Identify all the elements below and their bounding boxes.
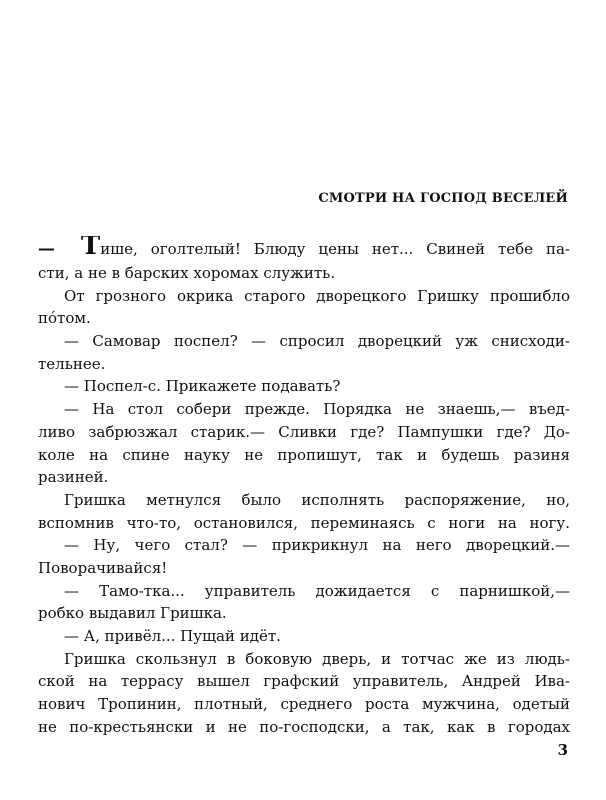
- text-line: Гришка скользнул в боковую дверь, и тотчас же из людь-: [64, 649, 570, 668]
- text-line: не по-крестьянски и не по-господски, а так, как в городах: [38, 717, 570, 736]
- initial-letter: Т: [80, 236, 101, 261]
- text-line: коле на спине науку не пропишут, так и будешь разиня: [38, 445, 570, 464]
- first-line-rest: ише, оголтелый! Блюду цены нет... Свиней тебе па-: [100, 240, 570, 258]
- text-line: ской на террасу вышел графский управитель, Андрей Ива-: [38, 672, 570, 691]
- text-line: — Самовар поспел? — спросил дворецкий уж снисходи-: [64, 332, 570, 351]
- text-line: — Тамо-тка... управитель дожидается с парнишкой,—: [64, 581, 570, 600]
- text-line: — На стол собери прежде. Порядка не знаешь,— въед-: [64, 400, 570, 419]
- text-line: нович Тропинин, плотный, среднего роста мужчина, одетый: [38, 695, 570, 714]
- text-line: — Ну, чего стал? — прикрикнул на него дворецкий.—: [64, 536, 570, 555]
- text-line: пóтом.: [38, 309, 91, 328]
- lead-dash: —: [38, 239, 55, 259]
- text-line: — Поспел-с. Прикажете подавать?: [64, 377, 341, 396]
- text-line: ливо забрюзжал старик.— Сливки где? Пампушки где? До-: [38, 422, 570, 441]
- text-line: От грозного окрика старого дворецкого Гришку прошибло: [64, 286, 570, 305]
- text-line: вспомнив что-то, остановился, переминаясь с ноги на ногу.: [38, 513, 570, 532]
- text-line: — А, привёл... Пущай идёт.: [64, 627, 281, 645]
- text-line: разиней.: [38, 468, 109, 487]
- text-line: робко выдавил Гришка.: [38, 604, 227, 623]
- text-line: Гришка метнулся было исполнять распоряжение, но,: [64, 490, 570, 509]
- text-line: Поворачивайся!: [38, 558, 168, 577]
- page-number: 3: [557, 741, 568, 759]
- text-line: тельнее.: [38, 354, 106, 373]
- chapter-title: СМОТРИ НА ГОСПОД ВЕСЕЛЕЙ: [318, 191, 568, 206]
- body-text: [38, 236, 570, 738]
- text-line: сти, а не в барских хоромах служить.: [38, 264, 336, 282]
- text-line-first: [38, 236, 570, 262]
